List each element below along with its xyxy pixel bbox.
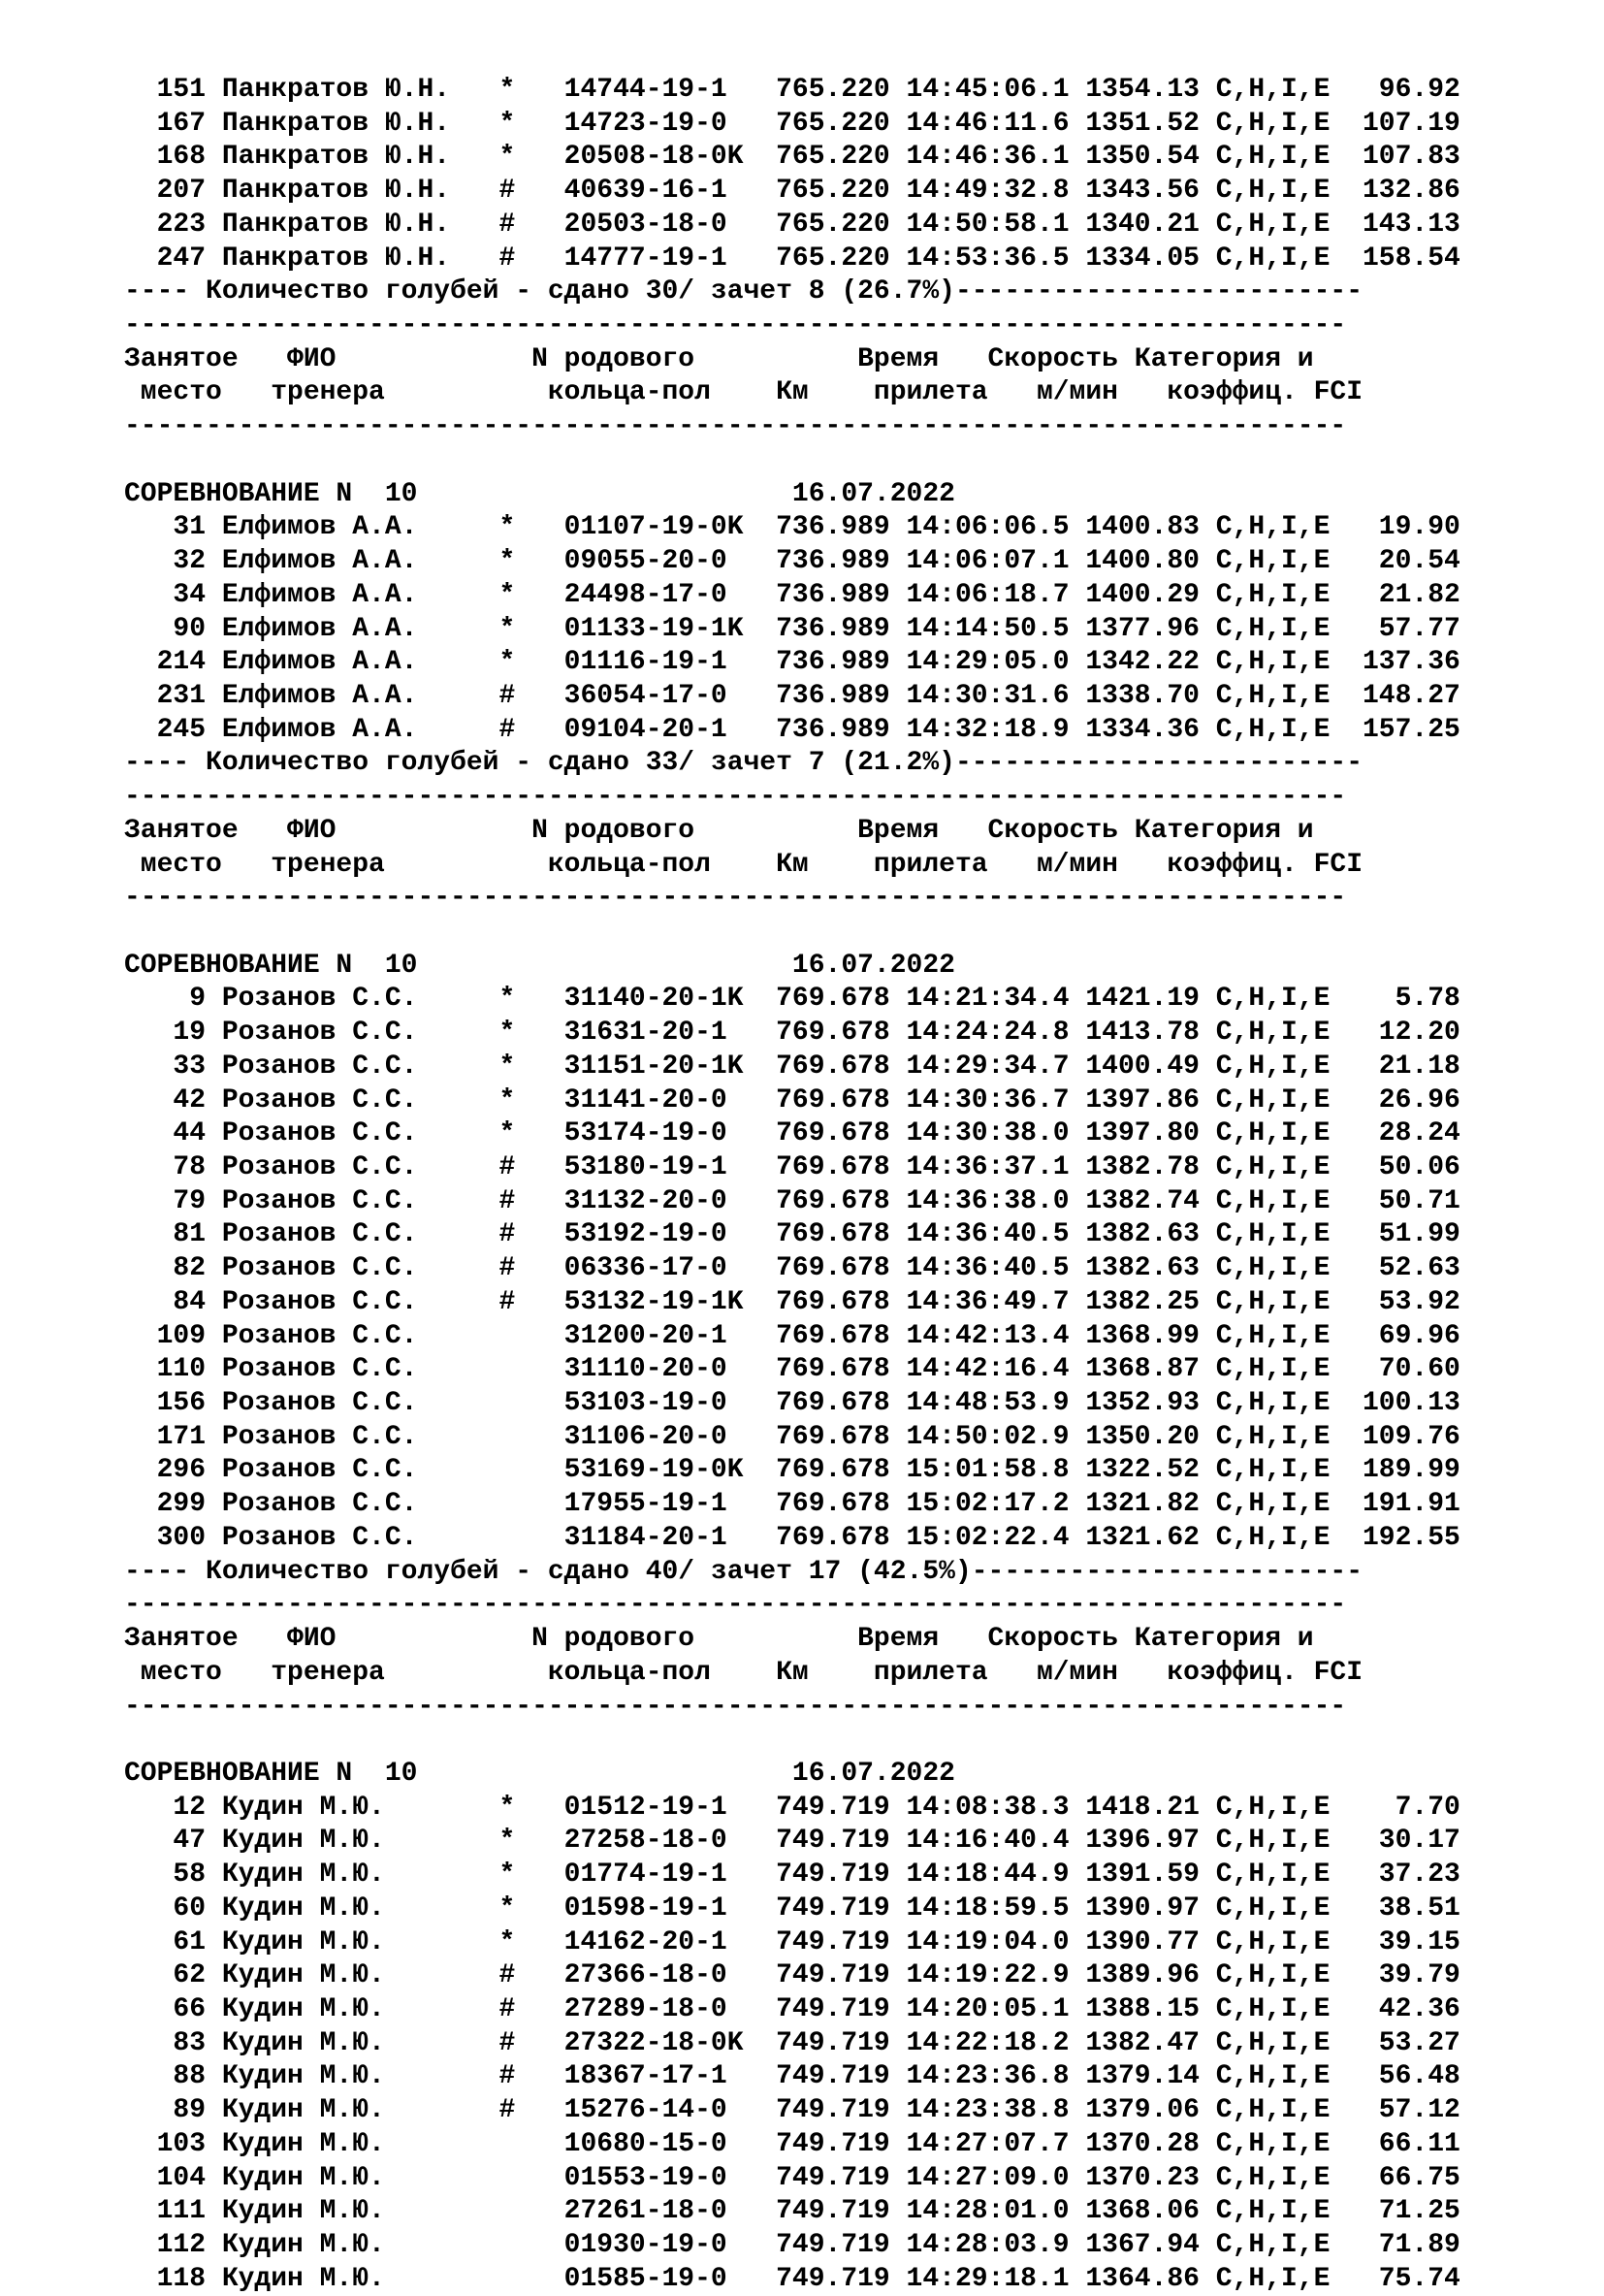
pigeon-count-summary: ---- Количество голубей - сдано 40/ зачет 17 (42.5%)------------------------ [124,1556,1363,1587]
separator-line: --------------------------------------------------------------------------- [124,1691,1347,1722]
result-row: 245 Елфимов А.А. # 09104-20-1 736.989 14:32:18.9 1334.36 C,H,I,E 157.25 [124,714,1460,745]
pigeon-count-summary: ---- Количество голубей - сдано 33/ зачет 7 (21.2%)------------------------- [124,748,1363,779]
result-row: 214 Елфимов А.А. * 01116-19-1 736.989 14:29:05.0 1342.22 C,H,I,E 137.36 [124,647,1460,678]
result-row: 103 Кудин М.Ю. 10680-15-0 749.719 14:27:07.7 1370.28 C,H,I,E 66.11 [124,2128,1460,2159]
result-row: 34 Елфимов А.А. * 24498-17-0 736.989 14:06:18.7 1400.29 C,H,I,E 21.82 [124,579,1460,610]
result-row: 66 Кудин М.Ю. # 27289-18-0 749.719 14:20:05.1 1388.15 C,H,I,E 42.36 [124,1993,1460,2024]
competition-title: СОРЕВНОВАНИЕ N 10 16.07.2022 [124,478,955,509]
result-row: 84 Розанов С.С. # 53132-19-1K 769.678 14:36:49.7 1382.25 C,H,I,E 53.92 [124,1286,1460,1317]
empty-line [124,444,1579,478]
result-row: 47 Кудин М.Ю. * 27258-18-0 749.719 14:16:40.4 1396.97 C,H,I,E 30.17 [124,1826,1460,1857]
result-row: 83 Кудин М.Ю. # 27322-18-0K 749.719 14:22:18.2 1382.47 C,H,I,E 53.27 [124,2027,1460,2058]
result-row: 223 Панкратов Ю.Н. # 20503-18-0 765.220 14:50:58.1 1340.21 C,H,I,E 143.13 [124,209,1460,240]
result-row: 118 Кудин М.Ю. 01585-19-0 749.719 14:29:18.1 1364.86 C,H,I,E 75.74 [124,2263,1460,2294]
result-row: 299 Розанов С.С. 17955-19-1 769.678 15:02:17.2 1321.82 C,H,I,E 191.91 [124,1489,1460,1520]
result-row: 104 Кудин М.Ю. 01553-19-0 749.719 14:27:09.0 1370.23 C,H,I,E 66.75 [124,2162,1460,2193]
result-row: 12 Кудин М.Ю. * 01512-19-1 749.719 14:08:38.3 1418.21 C,H,I,E 7.70 [124,1792,1460,1823]
result-row: 156 Розанов С.С. 53103-19-0 769.678 14:48:53.9 1352.93 C,H,I,E 100.13 [124,1388,1460,1419]
result-row: 60 Кудин М.Ю. * 01598-19-1 749.719 14:18:59.5 1390.97 C,H,I,E 38.51 [124,1892,1460,1924]
result-row: 32 Елфимов А.А. * 09055-20-0 736.989 14:06:07.1 1400.80 C,H,I,E 20.54 [124,546,1460,577]
result-row: 231 Елфимов А.А. # 36054-17-0 736.989 14:30:31.6 1338.70 C,H,I,E 148.27 [124,680,1460,711]
result-row: 90 Елфимов А.А. * 01133-19-1K 736.989 14:14:50.5 1377.96 C,H,I,E 57.77 [124,613,1460,644]
result-row: 19 Розанов С.С. * 31631-20-1 769.678 14:24:24.8 1413.78 C,H,I,E 12.20 [124,1018,1460,1049]
separator-line: --------------------------------------------------------------------------- [124,782,1347,813]
column-header-line-1: Занятое ФИО N родового Время Скорость Категория и [124,343,1314,374]
result-row: 167 Панкратов Ю.Н. * 14723-19-0 765.220 14:46:11.6 1351.52 C,H,I,E 107.19 [124,108,1460,139]
result-row: 62 Кудин М.Ю. # 27366-18-0 749.719 14:19:22.9 1389.96 C,H,I,E 39.79 [124,1960,1460,1991]
result-row: 151 Панкратов Ю.Н. * 14744-19-1 765.220 14:45:06.1 1354.13 C,H,I,E 96.92 [124,75,1460,105]
result-row: 296 Розанов С.С. 53169-19-0K 769.678 15:01:58.8 1322.52 C,H,I,E 189.99 [124,1455,1460,1486]
result-row: 9 Розанов С.С. * 31140-20-1K 769.678 14:21:34.4 1421.19 C,H,I,E 5.78 [124,984,1460,1015]
result-row: 109 Розанов С.С. 31200-20-1 769.678 14:42:13.4 1368.99 C,H,I,E 69.96 [124,1320,1460,1351]
competition-title: СОРЕВНОВАНИЕ N 10 16.07.2022 [124,950,955,981]
column-header-line-2: место тренера кольца-пол Км прилета м/мин коэффиц. FCI [124,377,1363,408]
pigeon-count-summary: ---- Количество голубей - сдано 30/ зачет 8 (26.7%)------------------------- [124,276,1363,307]
column-header-line-1: Занятое ФИО N родового Время Скорость Категория и [124,1624,1314,1655]
result-row: 247 Панкратов Ю.Н. # 14777-19-1 765.220 14:53:36.5 1334.05 C,H,I,E 158.54 [124,243,1460,274]
result-row: 33 Розанов С.С. * 31151-20-1K 769.678 14:29:34.7 1400.49 C,H,I,E 21.18 [124,1051,1460,1082]
result-row: 207 Панкратов Ю.Н. # 40639-16-1 765.220 14:49:32.8 1343.56 C,H,I,E 132.86 [124,176,1460,207]
result-row: 81 Розанов С.С. # 53192-19-0 769.678 14:36:40.5 1382.63 C,H,I,E 51.99 [124,1219,1460,1250]
result-row: 89 Кудин М.Ю. # 15276-14-0 749.719 14:23:38.8 1379.06 C,H,I,E 57.12 [124,2095,1460,2126]
result-row: 82 Розанов С.С. # 06336-17-0 769.678 14:36:40.5 1382.63 C,H,I,E 52.63 [124,1253,1460,1284]
result-row: 110 Розанов С.С. 31110-20-0 769.678 14:42:16.4 1368.87 C,H,I,E 70.60 [124,1354,1460,1385]
result-row: 61 Кудин М.Ю. * 14162-20-1 749.719 14:19:04.0 1390.77 C,H,I,E 39.15 [124,1926,1460,1957]
empty-line [124,1724,1579,1758]
separator-line: --------------------------------------------------------------------------- [124,411,1347,442]
result-row: 111 Кудин М.Ю. 27261-18-0 749.719 14:28:01.0 1368.06 C,H,I,E 71.25 [124,2196,1460,2227]
result-row: 300 Розанов С.С. 31184-20-1 769.678 15:02:22.4 1321.62 C,H,I,E 192.55 [124,1522,1460,1553]
column-header-line-1: Занятое ФИО N родового Время Скорость Категория и [124,815,1314,846]
empty-line [124,916,1579,950]
result-row: 44 Розанов С.С. * 53174-19-0 769.678 14:30:38.0 1397.80 C,H,I,E 28.24 [124,1118,1460,1149]
results-page [124,74,1579,2296]
result-row: 88 Кудин М.Ю. # 18367-17-1 749.719 14:23:36.8 1379.14 C,H,I,E 56.48 [124,2061,1460,2092]
competition-title: СОРЕВНОВАНИЕ N 10 16.07.2022 [124,1758,955,1789]
result-row: 78 Розанов С.С. # 53180-19-1 769.678 14:36:37.1 1382.78 C,H,I,E 50.06 [124,1152,1460,1182]
result-row: 58 Кудин М.Ю. * 01774-19-1 749.719 14:18:44.9 1391.59 C,H,I,E 37.23 [124,1859,1460,1891]
result-row: 112 Кудин М.Ю. 01930-19-0 749.719 14:28:03.9 1367.94 C,H,I,E 71.89 [124,2230,1460,2260]
separator-line: --------------------------------------------------------------------------- [124,1590,1347,1621]
separator-line: --------------------------------------------------------------------------- [124,310,1347,341]
result-row: 171 Розанов С.С. 31106-20-0 769.678 14:50:02.9 1350.20 C,H,I,E 109.76 [124,1421,1460,1452]
result-row: 31 Елфимов А.А. * 01107-19-0K 736.989 14:06:06.5 1400.83 C,H,I,E 19.90 [124,512,1460,543]
result-row: 42 Розанов С.С. * 31141-20-0 769.678 14:30:36.7 1397.86 C,H,I,E 26.96 [124,1084,1460,1116]
result-row: 79 Розанов С.С. # 31132-20-0 769.678 14:36:38.0 1382.74 C,H,I,E 50.71 [124,1185,1460,1216]
column-header-line-2: место тренера кольца-пол Км прилета м/мин коэффиц. FCI [124,1657,1363,1688]
column-header-line-2: место тренера кольца-пол Км прилета м/мин коэффиц. FCI [124,849,1363,880]
result-row: 168 Панкратов Ю.Н. * 20508-18-0K 765.220 14:46:36.1 1350.54 C,H,I,E 107.83 [124,142,1460,173]
separator-line: --------------------------------------------------------------------------- [124,883,1347,914]
